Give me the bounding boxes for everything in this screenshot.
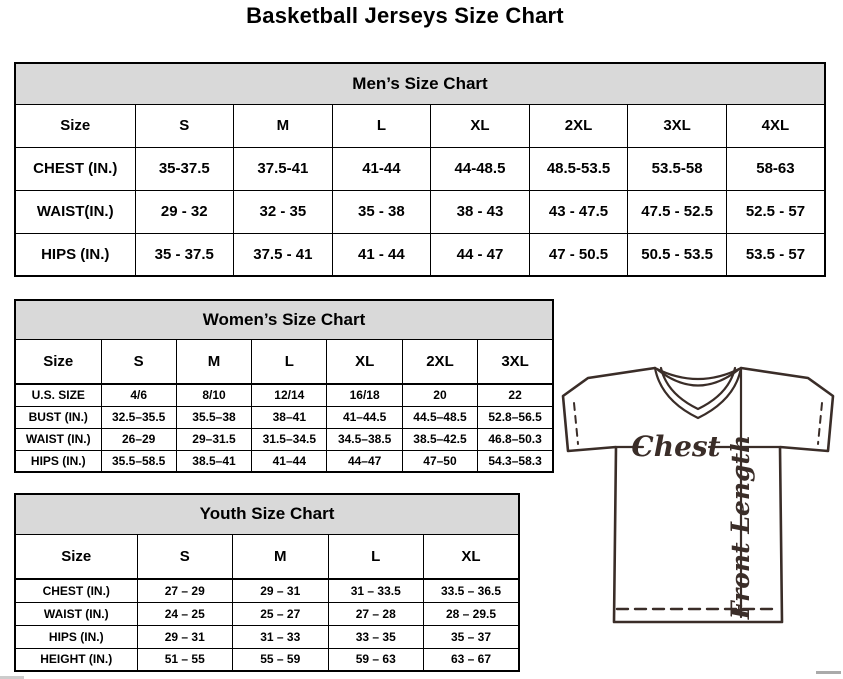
row-label: BUST (IN.) <box>15 406 101 428</box>
table-cell: 47.5 - 52.5 <box>628 190 727 233</box>
column-header: L <box>252 339 327 384</box>
row-label: HIPS (IN.) <box>15 625 137 648</box>
column-header: XL <box>431 104 530 147</box>
table-cell: 31.5–34.5 <box>252 428 327 450</box>
column-header: L <box>332 104 431 147</box>
table-cell: 46.8–50.3 <box>478 428 553 450</box>
table-cell: 28 – 29.5 <box>424 602 520 625</box>
row-label: HEIGHT (IN.) <box>15 648 137 671</box>
table-cell: 29–31.5 <box>176 428 251 450</box>
table-cell: 44-48.5 <box>431 147 530 190</box>
column-header: S <box>101 339 176 384</box>
womens-table-title: Women’s Size Chart <box>15 300 553 339</box>
table-row <box>15 428 553 450</box>
column-header: 3XL <box>478 339 553 384</box>
row-label: U.S. SIZE <box>15 384 101 406</box>
mens-table-title: Men’s Size Chart <box>15 63 825 104</box>
table-cell: 33 – 35 <box>328 625 424 648</box>
table-cell: 55 – 59 <box>233 648 329 671</box>
right-cuff-dash <box>818 403 822 444</box>
jersey-outline <box>563 368 833 622</box>
column-header: 3XL <box>628 104 727 147</box>
table-cell: 58-63 <box>726 147 825 190</box>
row-label: CHEST (IN.) <box>15 147 135 190</box>
row-label: WAIST (IN.) <box>15 428 101 450</box>
table-cell: 53.5-58 <box>628 147 727 190</box>
table-cell: 32.5–35.5 <box>101 406 176 428</box>
table-cell: 29 – 31 <box>137 625 233 648</box>
table-row <box>15 406 553 428</box>
mens-size-table <box>14 62 826 277</box>
column-header: XL <box>327 339 402 384</box>
table-cell: 35.5–38 <box>176 406 251 428</box>
table-cell: 24 – 25 <box>137 602 233 625</box>
table-cell: 29 – 31 <box>233 579 329 602</box>
table-cell: 41–44 <box>252 450 327 472</box>
column-header: Size <box>15 534 137 579</box>
table-cell: 38.5–42.5 <box>402 428 477 450</box>
h-scrollbar-right-fragment[interactable] <box>816 671 841 674</box>
table-cell: 38.5–41 <box>176 450 251 472</box>
table-cell: 50.5 - 53.5 <box>628 233 727 276</box>
table-cell: 47–50 <box>402 450 477 472</box>
table-cell: 35-37.5 <box>135 147 234 190</box>
table-cell: 54.3–58.3 <box>478 450 553 472</box>
table-cell: 43 - 47.5 <box>529 190 628 233</box>
front-length-label: Front Length <box>726 434 755 620</box>
table-cell: 29 - 32 <box>135 190 234 233</box>
column-header: Size <box>15 339 101 384</box>
table-cell: 35 - 37.5 <box>135 233 234 276</box>
left-cuff-dash <box>574 403 578 444</box>
table-cell: 26–29 <box>101 428 176 450</box>
column-header: 2XL <box>529 104 628 147</box>
row-label: CHEST (IN.) <box>15 579 137 602</box>
table-cell: 41 - 44 <box>332 233 431 276</box>
row-label: HIPS (IN.) <box>15 233 135 276</box>
table-cell: 38 - 43 <box>431 190 530 233</box>
column-header: L <box>328 534 424 579</box>
table-row <box>15 648 519 671</box>
table-row <box>15 147 825 190</box>
row-label: WAIST(IN.) <box>15 190 135 233</box>
column-header: XL <box>424 534 520 579</box>
table-cell: 35 - 38 <box>332 190 431 233</box>
table-cell: 27 – 28 <box>328 602 424 625</box>
table-cell: 8/10 <box>176 384 251 406</box>
column-header: M <box>234 104 333 147</box>
table-cell: 27 – 29 <box>137 579 233 602</box>
table-cell: 22 <box>478 384 553 406</box>
table-cell: 48.5-53.5 <box>529 147 628 190</box>
table-cell: 37.5 - 41 <box>234 233 333 276</box>
table-cell: 52.5 - 57 <box>726 190 825 233</box>
page-title: Basketball Jerseys Size Chart <box>246 3 564 28</box>
womens-size-table <box>14 299 554 473</box>
table-cell: 59 – 63 <box>328 648 424 671</box>
table-cell: 41-44 <box>332 147 431 190</box>
table-row <box>15 625 519 648</box>
table-row <box>15 384 553 406</box>
table-cell: 53.5 - 57 <box>726 233 825 276</box>
table-cell: 33.5 – 36.5 <box>424 579 520 602</box>
collar-back-arc-2 <box>658 370 738 386</box>
table-cell: 44–47 <box>327 450 402 472</box>
column-header: 2XL <box>402 339 477 384</box>
table-cell: 47 - 50.5 <box>529 233 628 276</box>
table-cell: 32 - 35 <box>234 190 333 233</box>
table-cell: 16/18 <box>327 384 402 406</box>
table-row <box>15 233 825 276</box>
table-cell: 12/14 <box>252 384 327 406</box>
table-cell: 20 <box>402 384 477 406</box>
youth-table-title: Youth Size Chart <box>15 494 519 534</box>
table-cell: 34.5–38.5 <box>327 428 402 450</box>
table-row <box>15 602 519 625</box>
table-row <box>15 190 825 233</box>
chest-label: Chest <box>631 430 721 463</box>
table-cell: 35 – 37 <box>424 625 520 648</box>
column-header: S <box>135 104 234 147</box>
column-header: S <box>137 534 233 579</box>
jersey-measurement-diagram <box>557 352 842 652</box>
column-header: M <box>176 339 251 384</box>
table-cell: 35.5–58.5 <box>101 450 176 472</box>
column-header: M <box>233 534 329 579</box>
table-cell: 4/6 <box>101 384 176 406</box>
table-cell: 25 – 27 <box>233 602 329 625</box>
table-cell: 37.5-41 <box>234 147 333 190</box>
table-cell: 31 – 33 <box>233 625 329 648</box>
column-header: 4XL <box>726 104 825 147</box>
table-cell: 41–44.5 <box>327 406 402 428</box>
row-label: WAIST (IN.) <box>15 602 137 625</box>
youth-size-table <box>14 493 520 672</box>
table-cell: 63 – 67 <box>424 648 520 671</box>
table-row <box>15 450 553 472</box>
table-cell: 31 – 33.5 <box>328 579 424 602</box>
table-cell: 38–41 <box>252 406 327 428</box>
table-cell: 51 – 55 <box>137 648 233 671</box>
table-cell: 52.8–56.5 <box>478 406 553 428</box>
table-cell: 44 - 47 <box>431 233 530 276</box>
table-row <box>15 579 519 602</box>
row-label: HIPS (IN.) <box>15 450 101 472</box>
table-cell: 44.5–48.5 <box>402 406 477 428</box>
column-header: Size <box>15 104 135 147</box>
